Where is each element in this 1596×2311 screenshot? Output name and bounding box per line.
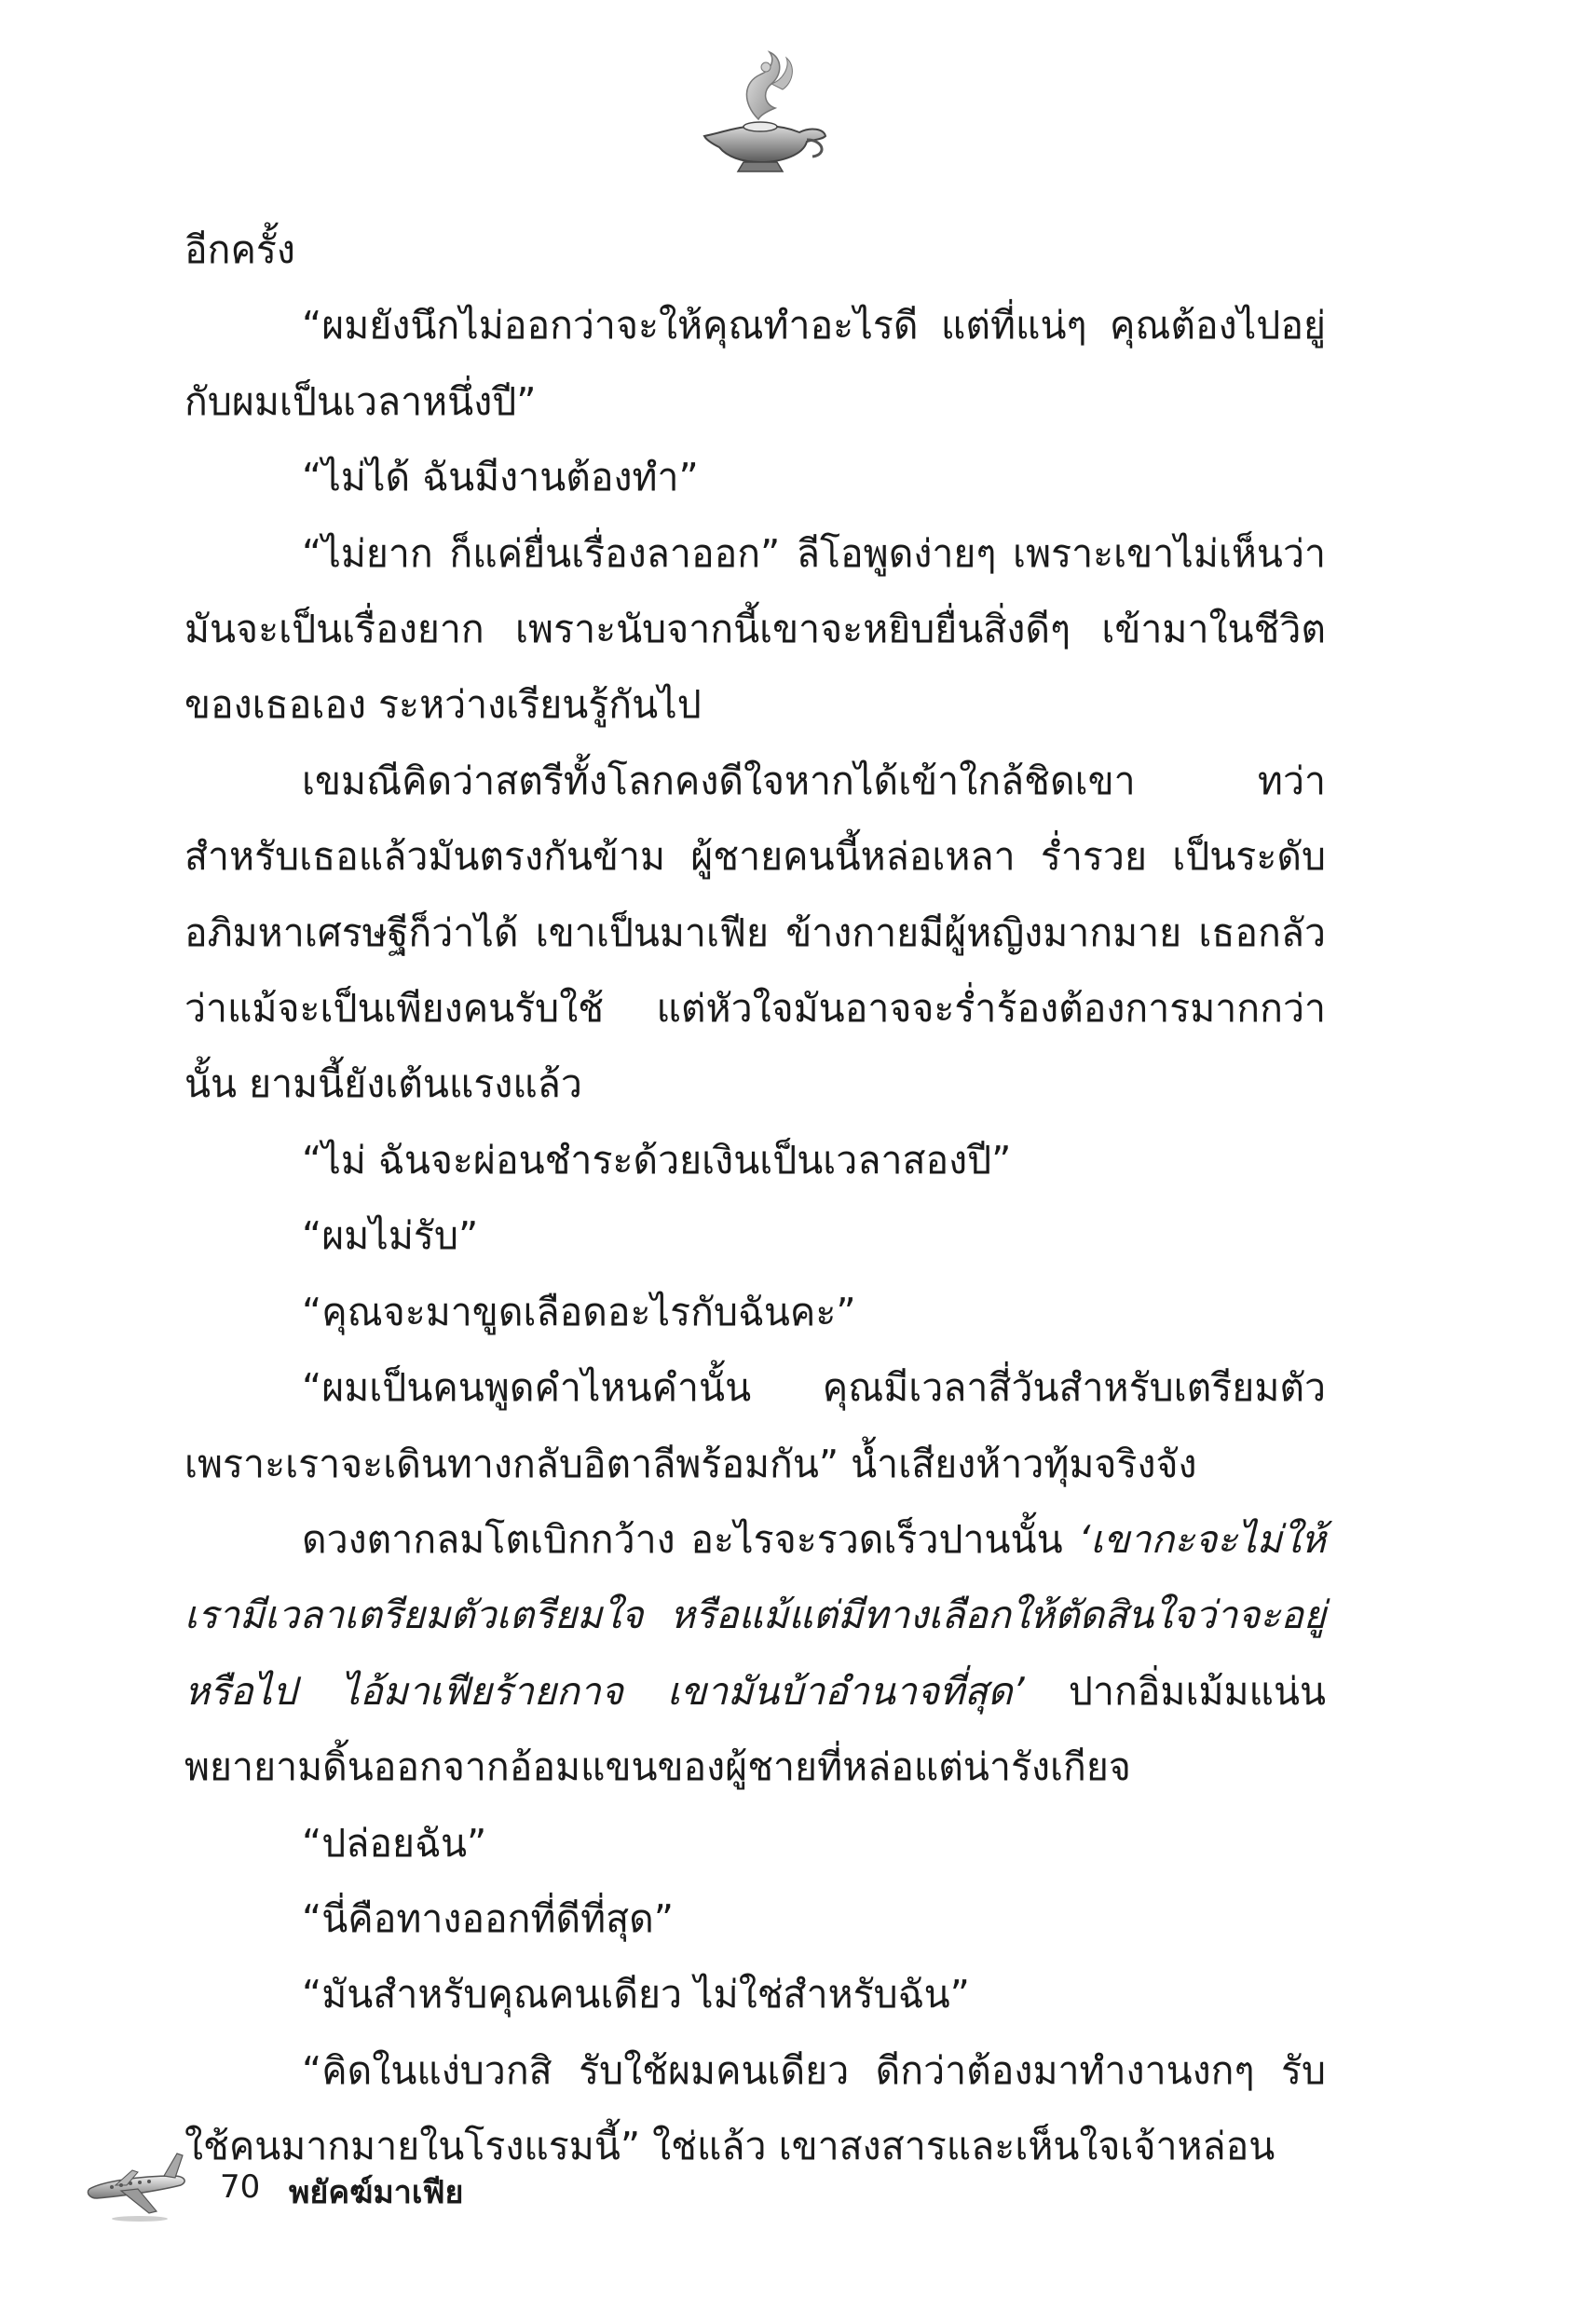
paragraph: “คุณจะมาขูดเลือดอะไรกับฉันคะ” [302, 1289, 856, 1334]
paragraph: “ไม่ยาก ก็แค่ยื่นเรื่องลาออก” ลีโอพูดง่ายๆ เพราะเขาไม่เห็นว่ามันจะเป็นเรื่องยาก เพราะนับจากนี้เขาจะหยิบยื่นสิ่งดีๆ เข้ามาในชีวิตของเธอเอง ระหว่างเรียนรู้กันไป [184, 530, 1326, 728]
paragraph-text: ดวงตากลมโตเบิกกว้าง อะไรจะรวดเร็วปานนั้น [302, 1516, 1079, 1562]
inner-thought-italic: ‘เขากะจะไม่ให้เรามีเวลาเตรียมตัวเตรียมใจ หรือแม้แต่มีทางเลือกให้ตัดสินใจว่าจะอยู่หรือไป ไอ้มาเฟียร้ายกาจ เขามันบ้าอำนาจที่สุด’ [184, 1516, 1326, 1714]
paragraph: “นี่คือทางออกที่ดีที่สุด” [302, 1895, 675, 1941]
paragraph: เขมณีคิดว่าสตรีทั้งโลกคงดีใจหากได้เข้าใกล้ชิดเขา ทว่าสำหรับเธอแล้วมันตรงกันข้าม ผู้ชายคนนี้หล่อเหลา ร่ำรวย เป็นระดับอภิมหาเศรษฐีก็ว่าได้ เขาเป็นมาเฟีย ข้างกายมีผู้หญิงมากมาย เธอกลัวว่าแม้จะเป็นเพียงคนรับใช้ แต่หัวใจมันอาจจะร่ำร้องต้องการมากกว่านั้น ยามนี้ยังเต้นแรงแล้ว [184, 758, 1326, 1107]
paragraph: “คิดในแง่บวกสิ รับใช้ผมคนเดียว ดีกว่าต้องมาทำงานงกๆ รับใช้คนมากมายในโรงแรมนี้” ใช่แล้ว เขาสงสารและเห็นใจเจ้าหล่อน [184, 2047, 1326, 2169]
book-title: พยัคฆ์มาเฟีย [289, 2174, 464, 2211]
airplane-icon [84, 2148, 191, 2222]
paragraph: “มันสำหรับคุณคนเดียว ไม่ใช่สำหรับฉัน” [302, 1972, 970, 2017]
body-text [184, 212, 1326, 2185]
page-footer [84, 2148, 736, 2232]
paragraph: “ไม่ได้ ฉันมีงานต้องทำ” [302, 455, 699, 500]
paragraph: “ผมไม่รับ” [302, 1213, 479, 1259]
paragraph: “ผมยังนึกไม่ออกว่าจะให้คุณทำอะไรดี แต่ที่แน่ๆ คุณต้องไปอยู่กับผมเป็นเวลาหนึ่งปี” [184, 303, 1326, 424]
paragraph: “ไม่ ฉันจะผ่อนชำระด้วยเงินเป็นเวลาสองปี” [302, 1137, 1012, 1183]
paragraph-mixed [184, 1502, 1326, 1806]
paragraph: อีกครั้ง [184, 227, 295, 272]
paragraph-text: ปากอิ่มเม้มแน่นพยายามดิ้นออกจากอ้อมแขนของผู้ชายที่หล่อแต่น่ารังเกียจ [184, 1668, 1326, 1790]
paragraph: “ผมเป็นคนพูดคำไหนคำนั้น คุณมีเวลาสี่วันสำหรับเตรียมตัว เพราะเราจะเดินทางกลับอิตาลีพร้อมกัน” น้ำเสียงห้าวทุ้มจริงจัง [184, 1365, 1326, 1486]
page-number: 70 [220, 2168, 261, 2206]
paragraph: “ปล่อยฉัน” [302, 1820, 487, 1866]
magic-lamp-genie-icon [686, 47, 835, 177]
